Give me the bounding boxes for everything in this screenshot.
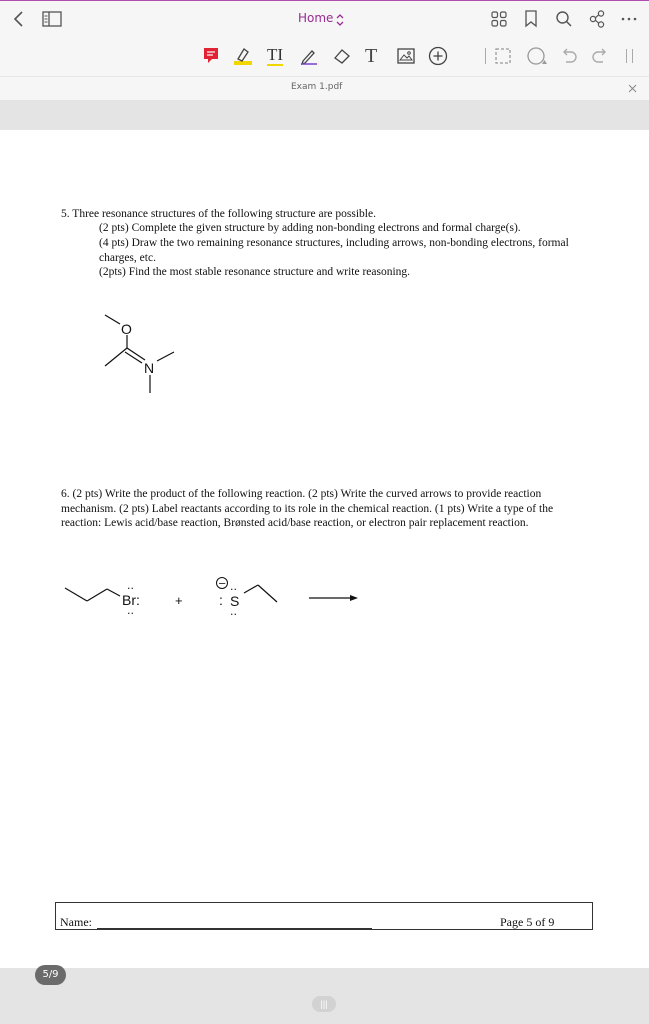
plus-sign: + (175, 593, 183, 608)
grid-view-icon[interactable] (491, 11, 507, 27)
highlighter-icon[interactable] (233, 46, 253, 66)
page-gap (0, 100, 649, 130)
text-box-tool[interactable]: T (365, 45, 378, 67)
add-icon[interactable] (428, 46, 448, 66)
name-line (97, 928, 372, 929)
sulfur-lone-pair-bottom: ·· (230, 608, 237, 621)
redo-icon[interactable] (591, 47, 609, 65)
back-icon[interactable] (12, 10, 26, 28)
bromine-label: Br: (122, 592, 140, 608)
nitrogen-atom-label: N (144, 360, 155, 376)
bottom-scroll-handle[interactable]: ||| (312, 996, 336, 1012)
bromine-lone-pair-top: ·· (127, 582, 134, 595)
home-title[interactable]: Home (298, 11, 334, 25)
sulfur-atom-label: S (230, 593, 240, 609)
resonance-structure (95, 305, 195, 400)
question-6-text: 6. (2 pts) Write the product of the following reaction. (2 pts) Write the curved arrows to provide reaction mechanism. (2 pts) Label reactants according to its role in the chemical reaction. (1 pts) Write a type of the reaction: Lewis acid/base reaction, Brønsted acid/base reaction, or electron pair replacement reaction. (61, 488, 554, 529)
comment-icon[interactable] (203, 47, 219, 65)
top-bar (0, 0, 649, 39)
image-icon[interactable] (397, 47, 415, 65)
page-number: Page 5 of 9 (500, 915, 555, 929)
sulfur-lone-pair-top: ·· (230, 583, 237, 596)
more-icon[interactable] (621, 16, 637, 22)
question-5-part-2: (4 pts) Draw the two remaining resonance structures, including arrows, non-bonding electrons, formal charges, etc. (99, 237, 569, 264)
question-5-part-1: (2 pts) Complete the given structure by adding non-bonding electrons and formal charge(s). (99, 222, 521, 234)
document-tab-title[interactable]: Exam 1.pdf (291, 82, 343, 92)
chevron-updown-icon[interactable] (335, 13, 345, 27)
share-icon[interactable] (589, 10, 605, 28)
annotation-toolbar (0, 38, 649, 76)
lasso-select-icon[interactable] (494, 47, 512, 65)
search-icon[interactable] (555, 10, 573, 28)
shape-icon[interactable] (526, 46, 548, 66)
name-label: Name: (60, 915, 92, 929)
bookmark-icon[interactable] (524, 10, 538, 28)
question-5-intro: 5. Three resonance structures of the following structure are possible. (61, 208, 376, 220)
negative-charge-sign: − (218, 578, 227, 590)
eraser-icon[interactable] (333, 47, 351, 65)
sulfur-lone-pair-left: : (219, 592, 223, 608)
page-indicator-badge[interactable]: 5/9 (35, 965, 66, 985)
question-5-part-3: (2pts) Find the most stable resonance structure and write reasoning. (99, 266, 411, 278)
bromine-lone-pair-bottom: ·· (127, 607, 134, 620)
undo-icon[interactable] (560, 47, 578, 65)
toolbar-divider (485, 48, 486, 64)
text-select-tool[interactable]: TI (267, 45, 284, 64)
sidebar-toggle-icon[interactable] (42, 11, 62, 27)
pen-icon[interactable] (300, 47, 318, 65)
reaction-scheme (60, 570, 370, 625)
close-tab-icon[interactable] (628, 84, 637, 93)
oxygen-atom-label: O (121, 321, 132, 337)
toolbar-collapse-handle[interactable] (626, 49, 633, 63)
